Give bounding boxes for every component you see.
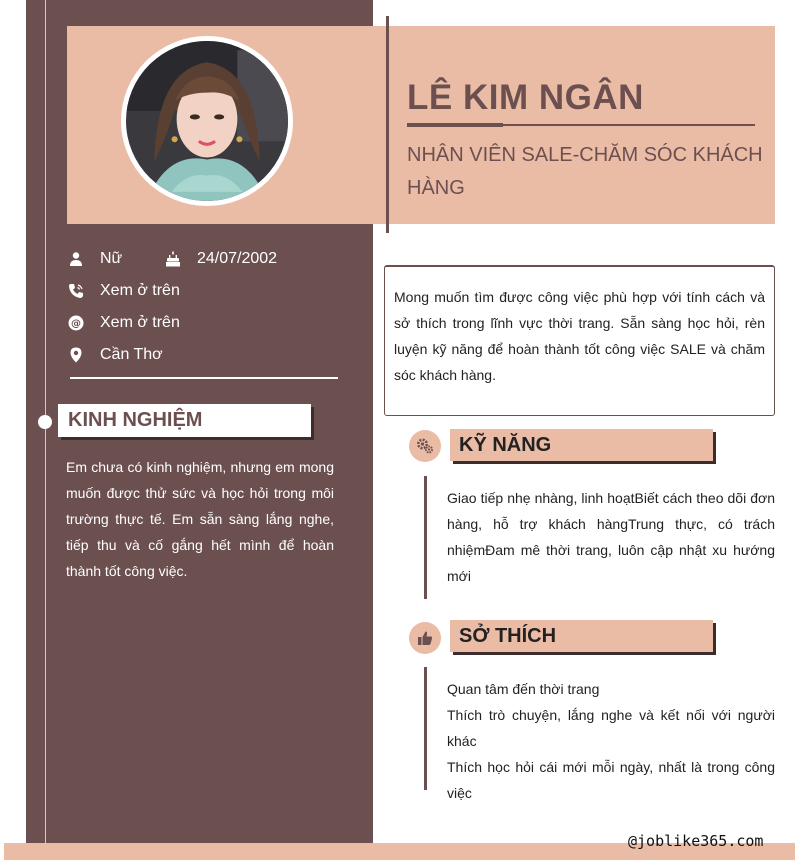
objective-text: Mong muốn tìm được công việc phù hợp với tính cách và sở thích trong lĩnh vực thời trang. Sẵn sàng học hỏi, rèn luyện kỹ năng để hoàn thành tốt công việc SALE và chăm sóc khách hàng. [394,289,765,383]
thumbs-up-icon [409,622,441,654]
address-value: Cần Thơ [100,346,163,363]
location-pin-icon [67,346,85,364]
sidebar-timeline-line [45,0,46,860]
candidate-name: LÊ KIM NGÂN [407,78,644,117]
experience-heading: KINH NGHIỆM [58,404,311,437]
portrait-photo [126,41,288,201]
phone-value: Xem ở trên [100,282,180,299]
skills-line [424,476,427,599]
svg-text:@: @ [71,318,81,330]
email-at-icon [67,314,85,332]
hobby-item: Quan tâm đến thời trang [447,681,600,697]
gender-row [67,250,122,268]
email-row [67,314,180,332]
hobbies-list [447,676,775,806]
timeline-dot [38,415,52,429]
birthday-row [164,250,277,268]
phone-row [67,282,180,300]
name-divider-accent [407,123,503,127]
hobby-item: Thích học hỏi cái mới mỗi ngày, nhất là trong công việc [447,759,775,801]
phone-icon [67,282,85,300]
hobby-item: Thích trò chuyện, lắng nghe và kết nối với người khác [447,707,775,749]
experience-text: Em chưa có kinh nghiệm, nhưng em mong muốn được thử sức và học hỏi trong môi trường thực tế. Em sẵn sàng lắng nghe, tiếp thu và cố gắng hết mình để hoàn thành tốt công việc. [66,459,334,579]
job-title: NHÂN VIÊN SALE-CHĂM SÓC KHÁCH HÀNG [407,144,763,199]
gears-icon [409,430,441,462]
avatar [121,36,293,206]
watermark: @joblike365.com [628,832,764,850]
email-value: Xem ở trên [100,314,180,331]
hobbies-line [424,667,427,790]
user-icon [67,250,85,268]
skills-text: Giao tiếp nhẹ nhàng, linh hoạtBiết cách theo dõi đơn hàng, hỗ trợ khách hàngTrung thực, có trách nhiệmĐam mê thời trang, luôn cập nhật xu hướng mới [447,490,775,584]
hobbies-heading: SỞ THÍCH [450,620,713,652]
gender-value: Nữ [100,250,123,267]
skills-heading: KỸ NĂNG [450,429,713,461]
header-divider [386,16,389,233]
birthday-value: 24/07/2002 [197,250,278,267]
address-row [67,346,163,364]
cake-icon [164,250,182,268]
contact-divider [70,377,338,379]
